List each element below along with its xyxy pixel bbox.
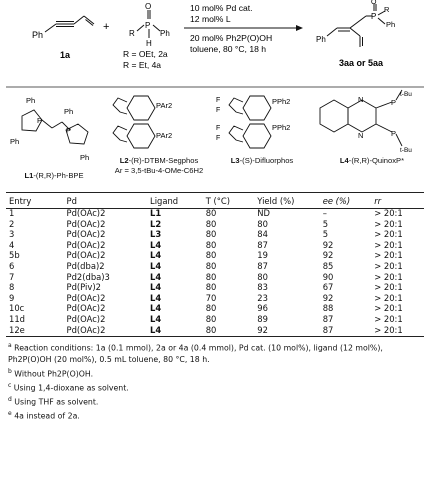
cell-yield: 89 [257,313,268,324]
cell-rr: > 20:1 [374,271,403,282]
cell-yield: 83 [257,282,268,293]
cell-rr: > 20:1 [374,324,403,335]
cell-entry: 9 [9,292,15,303]
cell-yield: ND [257,208,270,218]
footnote-e: $^e$ 4a instead of 2a. [8,410,80,421]
cell-entry: 3 [9,229,15,240]
nitrogen-atom-label: N [358,131,364,140]
oxygen-atom-label: O [145,2,152,11]
product-label: 3aa or 5aa [339,58,384,68]
tbu-group-label: t-Bu [400,91,412,98]
cell-rr: > 20:1 [374,229,403,240]
cell-pd: Pd(OAc)2 [66,313,106,324]
reaction-arrow-head [296,25,303,31]
cell-entry: 7 [9,271,15,282]
plus-sign: + [103,21,110,33]
cell-temperature: 80 [205,208,217,218]
cell-ee: 87 [322,324,334,335]
cell-ligand: L4 [150,239,162,250]
phosphorus-atom-label: P [371,12,377,21]
cell-yield: 80 [257,218,268,229]
cell-temperature: 70 [205,292,217,303]
hydrogen-atom-label: H [146,39,152,48]
cell-ee: 90 [322,271,334,282]
optimization-table [6,193,424,335]
cell-rr: > 20:1 [374,313,403,324]
cell-yield: 23 [257,292,268,303]
footnote-b: $^b$ Without Ph2P(O)OH. [8,367,94,379]
table-row [6,240,424,251]
cell-rr: > 20:1 [374,292,403,303]
phosphorus-atom-label: P [66,126,72,135]
reaction-scheme [0,0,429,90]
ligand-l3-structure [229,96,271,148]
cell-ee: 67 [322,282,334,293]
cell-rr: > 20:1 [374,303,403,314]
ligand-l1-structure [22,110,88,144]
cell-temperature: 80 [205,250,217,261]
table-body [6,208,424,335]
cell-ligand: L1 [150,208,162,218]
cell-ee: 92 [322,239,334,250]
cell-ee: 92 [322,250,334,261]
cell-yield: 87 [257,239,268,250]
tbu-group-label: t-Bu [400,147,412,154]
cell-temperature: 80 [205,324,217,335]
cell-yield: 87 [257,260,268,271]
cell-pd: Pd2(dba)3 [66,271,110,282]
cell-pd: Pd(OAc)2 [66,250,106,261]
table-row [6,314,424,325]
ligand-l3-name: L3-(S)-Difluorphos [230,156,294,165]
par2-group-label: PAr2 [156,131,173,140]
cell-entry: 2 [9,218,15,229]
reactant-1a-label: 1a [60,50,71,60]
cell-entry: 11d [9,313,25,324]
cell-entry: 5b [9,250,20,261]
footnote-c: $^c$ Using 1,4-dioxane as solvent. [8,381,129,393]
pph2-group-label: PPh2 [272,97,291,106]
cell-temperature: 80 [205,271,217,282]
r-group-label: R [129,29,135,38]
cell-temperature: 80 [205,229,217,240]
ligand-l2-structure [113,96,155,148]
ligand-l2-aryl-definition: Ar = 3,5-tBu-4-OMe-C6H2 [114,166,204,175]
cell-ee: 5 [322,229,329,240]
ph-atom-label: Ph [316,35,326,44]
ph-atom-label: Ph [64,107,74,116]
cell-pd: Pd(OAc)2 [66,208,106,218]
cell-entry: 6 [9,260,15,271]
condition-additive: 20 mol% Ph2P(O)OH [190,33,273,43]
table-row [6,250,424,261]
table-header-rule [6,208,424,209]
cell-ligand: L4 [150,250,162,261]
cell-ee: 92 [322,292,334,303]
table-bottom-rule [6,336,424,337]
table-row [6,282,424,293]
fluorine-atom-label: F [216,135,221,142]
ligand-l2-name: L2-(R)-DTBM-Segphos [119,156,199,165]
cell-ee: 5 [322,218,329,229]
cell-rr: > 20:1 [374,239,403,250]
cell-pd: Pd(OAc)2 [66,324,106,335]
cell-pd: Pd(OAc)2 [66,303,106,314]
r-group-label: R [384,5,390,14]
product-structure [327,4,385,47]
phosphorus-atom-label: P [145,21,151,30]
cell-ligand: L4 [150,271,162,282]
ph-atom-label: Ph [80,153,90,162]
cell-rr: > 20:1 [374,208,403,218]
cell-temperature: 80 [205,282,217,293]
cell-rr: > 20:1 [374,218,403,229]
cell-ligand: L4 [150,313,162,324]
oxygen-atom-label: O [371,0,377,6]
cell-rr: > 20:1 [374,282,403,293]
header-ee: ee (%) [322,195,351,206]
footnote-a: $^a$ Reaction conditions: 1a (0.1 mmol), 2a or 4a (0.4 mmol), Pd cat. (10 mol%), ligand (12 mol%), Ph2P(O)OH (20 mol%), 0.5 mL toluene, 80 °C, 18 h. [8,342,383,365]
cell-ligand: L4 [150,292,162,303]
ph-atom-label: Ph [10,137,20,146]
cell-ligand: L4 [150,282,162,293]
cell-rr: > 20:1 [374,260,403,271]
par2-group-label: PAr2 [156,101,173,110]
table-row [6,219,424,230]
cell-ligand: L4 [150,260,162,271]
cell-pd: Pd(Piv)2 [66,282,101,293]
table-row [6,293,424,304]
cell-temperature: 80 [205,239,217,250]
cell-ee: 88 [322,303,334,314]
condition-catalyst: 10 mol% Pd cat. [190,3,253,13]
cell-yield: 96 [257,303,268,314]
footnotes [8,340,422,423]
ph-atom-label: Ph [32,30,44,40]
header-entry: Entry [9,195,32,206]
reactant-1a-structure [45,16,94,32]
cell-entry: 1 [9,208,15,218]
header-ligand: Ligand [150,195,179,206]
cell-entry: 4 [9,239,15,250]
cell-ee: 85 [322,260,334,271]
cell-ligand: L3 [150,229,162,240]
cell-temperature: 80 [205,260,217,271]
header-pd: Pd [66,195,77,206]
cell-entry: 12e [9,324,25,335]
pph2-group-label: PPh2 [272,123,291,132]
cell-ligand: L2 [150,218,162,229]
table-row [6,229,424,240]
table-row [6,303,424,314]
header-rr: rr [374,195,382,206]
cell-pd: Pd(OAc)2 [66,229,106,240]
phosphorus-atom-label: P [37,116,43,125]
cell-rr: > 20:1 [374,250,403,261]
fluorine-atom-label: F [216,107,221,114]
ligand-l4-name: L4-(R,R)-QuinoxP* [339,156,405,165]
table-row [6,325,424,336]
nitrogen-atom-label: N [358,95,364,104]
fluorine-atom-label: F [216,125,221,132]
phosphorus-atom-label: P [391,129,397,138]
r-definition-2a: R = OEt, 2a [123,49,168,59]
cell-ligand: L4 [150,324,162,335]
ligand-l1-name: L1-(R,R)-Ph-BPE [24,171,84,180]
cell-temperature: 80 [205,313,217,324]
cell-yield: 92 [257,324,268,335]
cell-pd: Pd(OAc)2 [66,292,106,303]
header-yield: Yield (%) [257,195,295,206]
ph-atom-label: Ph [386,20,396,29]
cell-temperature: 80 [205,218,217,229]
fluorine-atom-label: F [216,97,221,104]
cell-temperature: 80 [205,303,217,314]
condition-ligand: 12 mol% L [190,14,231,24]
table-row [6,272,424,283]
cell-pd: Pd(dba)2 [66,260,105,271]
table-header-row [6,193,424,208]
cell-ee: – [322,208,327,218]
ph-atom-label: Ph [160,29,170,38]
cell-entry: 10c [9,303,25,314]
cell-yield: 84 [257,229,268,240]
cell-pd: Pd(OAc)2 [66,239,106,250]
cell-ligand: L4 [150,303,162,314]
cell-pd: Pd(OAc)2 [66,218,106,229]
condition-solvent: toluene, 80 °C, 18 h [190,44,267,54]
header-temperature: T (°C) [205,195,231,206]
phosphorus-atom-label: P [391,98,397,107]
cell-yield: 80 [257,271,268,282]
table-row [6,208,424,219]
cell-entry: 8 [9,282,15,293]
table-row [6,261,424,272]
ph-atom-label: Ph [26,96,36,105]
cell-ee: 87 [322,313,334,324]
r-definition-4a: R = Et, 4a [123,60,162,70]
cell-yield: 19 [257,250,268,261]
footnote-d: $^d$ Using THF as solvent. [8,396,99,407]
